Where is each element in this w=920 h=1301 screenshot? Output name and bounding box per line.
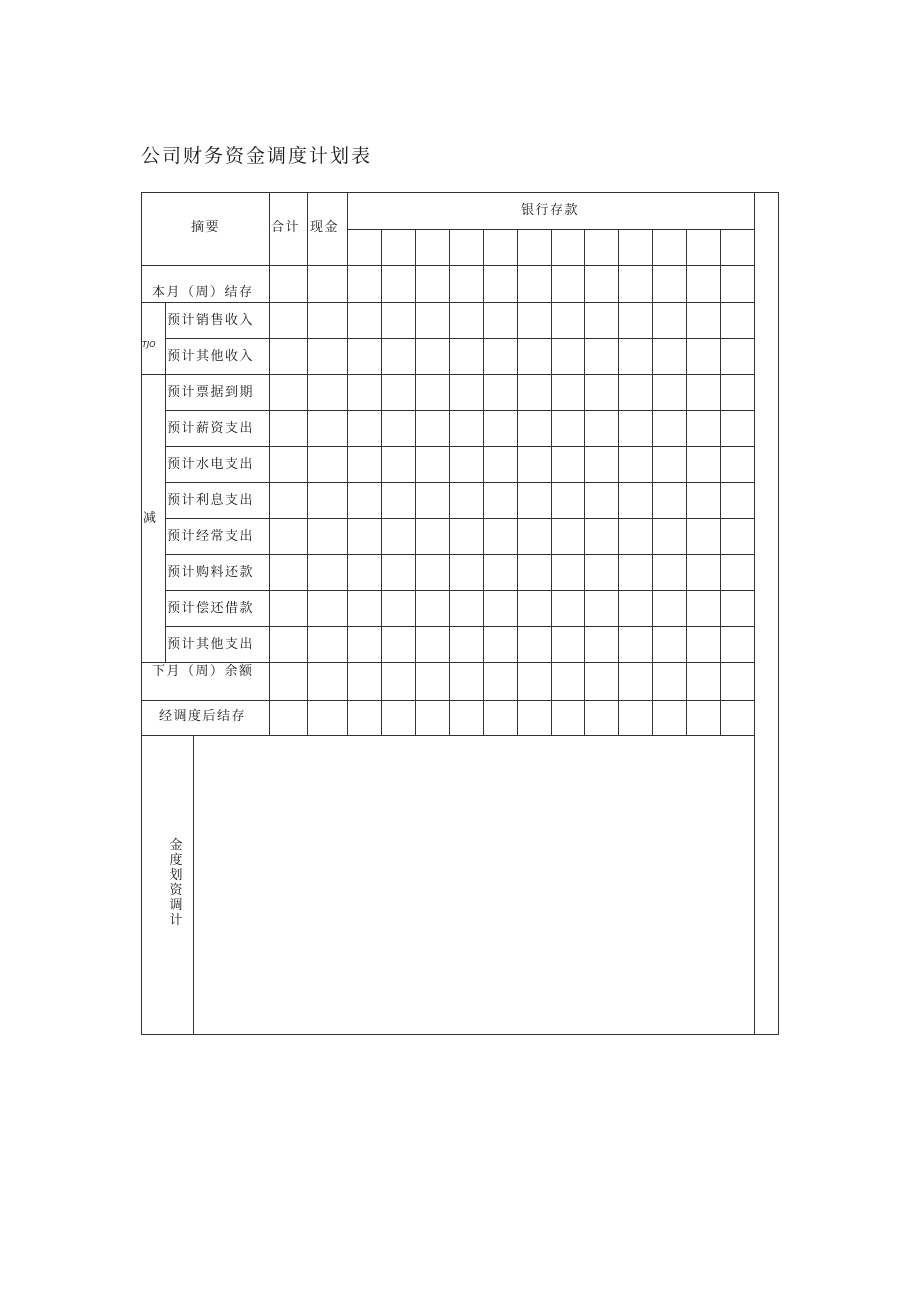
subtract-group-label: 减 — [143, 511, 158, 526]
row-interest-expense: 预计利息支出 — [167, 493, 255, 508]
plan-section-label: 金度划资调计 — [169, 838, 183, 928]
row-after-adjustment: 经调度后结存 — [159, 709, 247, 724]
header-cash: 现金 — [310, 220, 340, 235]
row-notes-due: 预计票据到期 — [167, 385, 255, 400]
row-other-income: 预计其他收入 — [167, 349, 255, 364]
grid-hline — [141, 374, 754, 375]
grid-vline — [754, 192, 755, 1035]
grid-vline — [307, 192, 308, 735]
grid-hline — [165, 554, 754, 555]
row-next-balance: 下月（周）余额 — [152, 664, 254, 679]
row-salary-expense: 预计薪资支出 — [167, 421, 255, 436]
header-bank-deposit: 银行存款 — [521, 203, 580, 218]
row-loan-repayment: 预计偿还借款 — [167, 601, 255, 616]
grid-hline — [165, 518, 754, 519]
grid-hline — [141, 735, 754, 736]
header-total: 合计 — [271, 220, 301, 235]
header-summary: 摘要 — [191, 220, 221, 235]
table-border-right — [778, 192, 779, 1035]
grid-hline — [141, 700, 754, 701]
table-border-bottom — [141, 1034, 779, 1035]
fund-schedule-table — [141, 192, 779, 1035]
row-opening-balance: 本月（周）结存 — [152, 285, 254, 300]
grid-hline — [165, 338, 754, 339]
row-utility-expense: 预计水电支出 — [167, 457, 255, 472]
grid-hline — [165, 410, 754, 411]
grid-hline — [165, 446, 754, 447]
grid-hline — [165, 590, 754, 591]
grid-vline — [165, 302, 166, 662]
row-purchase-payment: 预计购料还款 — [167, 565, 255, 580]
page-title: 公司财务资金调度计划表 — [141, 145, 373, 167]
row-other-expense: 预计其他支出 — [167, 637, 255, 652]
table-border-left — [141, 192, 142, 1035]
grid-hline — [141, 302, 754, 303]
grid-hline — [141, 662, 754, 663]
add-group-mark: TJO — [142, 340, 156, 349]
table-border-top — [141, 192, 779, 193]
grid-vline — [347, 192, 348, 735]
grid-vline — [193, 735, 194, 1035]
row-regular-expense: 预计经常支出 — [167, 529, 255, 544]
grid-hline — [165, 482, 754, 483]
grid-hline — [141, 265, 754, 266]
row-sales-income: 预计销售收入 — [167, 313, 255, 328]
grid-vline — [269, 192, 270, 735]
grid-hline — [165, 626, 754, 627]
